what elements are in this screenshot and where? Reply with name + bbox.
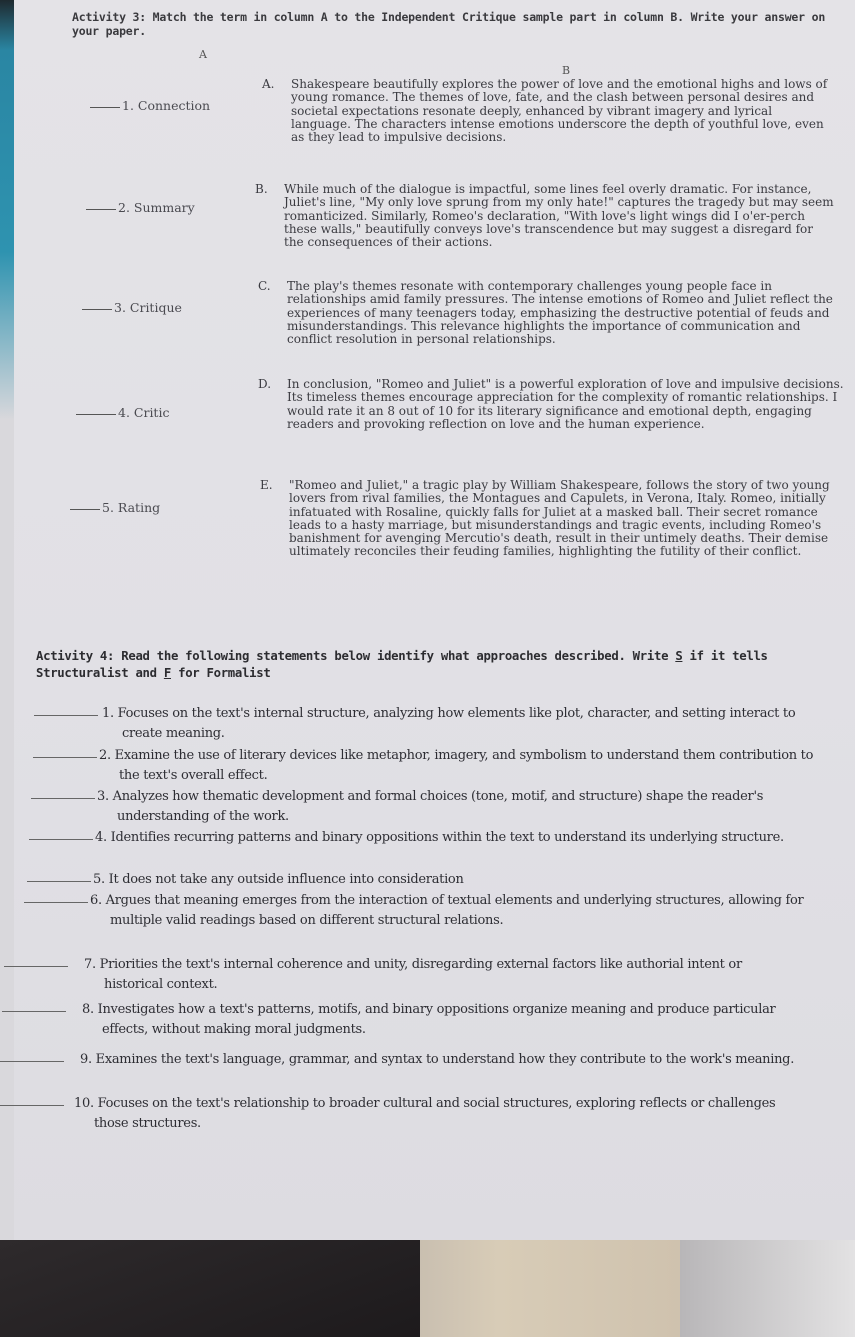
answer-blank[interactable] bbox=[33, 746, 97, 758]
statement-6: 6. Argues that meaning emerges from the interaction of textual elements and underlying structures, allowing for multiple valid readings based on different structural relations. bbox=[90, 891, 810, 931]
answer-blank[interactable] bbox=[82, 309, 112, 310]
statement-7: 7. Priorities the text's internal coherence and unity, disregarding external factors like authorial intent or historical context. bbox=[84, 955, 804, 995]
answer-blank[interactable] bbox=[86, 209, 116, 210]
answer-blank[interactable] bbox=[90, 107, 120, 108]
activity3-title: Activity 3: Match the term in column A to the Independent Critique sample part in column B. Write your answer on your paper. bbox=[72, 10, 826, 38]
column-a-header: A bbox=[199, 48, 207, 61]
answer-blank[interactable] bbox=[29, 828, 93, 840]
answer-blank[interactable] bbox=[0, 1094, 64, 1106]
answer-blank[interactable] bbox=[27, 870, 91, 882]
light-surface bbox=[680, 1240, 855, 1337]
term-critic: 4. Critic bbox=[76, 405, 169, 420]
critique-e: E. "Romeo and Juliet," a tragic play by William Shakespeare, follows the story of two young lovers from rival families, the Montagues and Capulets, in Verona, Italy. Romeo, initially infatuated with Rosaline, quickly falls for Juliet at a masked ball. Their secret romance leads to a hasty marriage, but misunderstandings and tragic events, including Romeo's banishment for avenging Mercutio's death, result in their untimely deaths. Their demise ultimately reconciles their feuding families, highlighting the futility of their conflict. bbox=[260, 478, 830, 559]
letter-f: F bbox=[163, 666, 171, 680]
statement-3: 3. Analyzes how thematic development and formal choices (tone, motif, and structure) shape the reader's understanding of the work. bbox=[97, 787, 817, 827]
term-connection: 1. Connection bbox=[90, 98, 210, 113]
desk-surface bbox=[0, 1240, 855, 1337]
letter-s: S bbox=[675, 649, 683, 663]
answer-blank[interactable] bbox=[24, 891, 88, 903]
statement-2: 2. Examine the use of literary devices like metaphor, imagery, and symbolism to understand them contribution to the text's overall effect. bbox=[99, 746, 819, 786]
statement-8: 8. Investigates how a text's patterns, motifs, and binary oppositions organize meaning and produce particular effects, without making moral judgments. bbox=[82, 1000, 802, 1040]
statement-10: 10. Focuses on the text's relationship to broader cultural and social structures, exploring reflects or challenges those structures. bbox=[74, 1094, 794, 1134]
term-rating: 5. Rating bbox=[70, 500, 160, 515]
critique-b: B. While much of the dialogue is impactful, some lines feel overly dramatic. For instance, Juliet's line, "My only love sprung from my only hate!" captures the tragedy but may seem romanticized. Similarly, Romeo's declaration, "With love's light wings did I o'er-perch these walls," beautifully conveys love's transcendence but may suggest a disregard for the consequences of their actions. bbox=[255, 182, 834, 250]
answer-blank[interactable] bbox=[31, 787, 95, 799]
statement-9: 9. Examines the text's language, grammar, and syntax to understand how they contribute to the work's meaning. bbox=[80, 1050, 800, 1070]
answer-blank[interactable] bbox=[70, 509, 100, 510]
critique-a: A. Shakespeare beautifully explores the power of love and the emotional highs and lows of young romance. The themes of love, fate, and the clash between personal desires and societal expectations resonate deeply, enhanced by vibrant imagery and lyrical language. The characters intense emotions underscore the depth of youthful love, even as they lead to impulsive decisions. bbox=[262, 77, 828, 145]
column-b-header: B bbox=[562, 64, 571, 77]
term-critique: 3. Critique bbox=[82, 300, 182, 315]
statement-1: 1. Focuses on the text's internal structure, analyzing how elements like plot, character, and setting interact to create meaning. bbox=[102, 704, 822, 744]
answer-blank[interactable] bbox=[34, 704, 98, 716]
critique-c: C. The play's themes resonate with contemporary challenges young people face in relationships amid family pressures. The intense emotions of Romeo and Juliet reflect the experiences of many teenagers today, emphasizing the destructive potential of feuds and misunderstandings. This relevance highlights the importance of communication and conflict resolution in personal relationships. bbox=[258, 279, 833, 347]
statement-5: 5. It does not take any outside influence into consideration bbox=[93, 870, 813, 890]
answer-blank[interactable] bbox=[2, 1000, 66, 1012]
term-summary: 2. Summary bbox=[86, 200, 195, 215]
statement-4: 4. Identifies recurring patterns and binary oppositions within the text to understand its underlying structure. bbox=[95, 828, 815, 848]
answer-blank[interactable] bbox=[0, 1050, 64, 1062]
answer-blank[interactable] bbox=[4, 955, 68, 967]
answer-blank[interactable] bbox=[76, 414, 116, 415]
dark-fabric bbox=[0, 1240, 420, 1337]
activity4-title: Activity 4: Read the following statements below identify what approaches described. Write S if it tells Structuralist and F for Formalist bbox=[36, 649, 768, 680]
wood-surface bbox=[420, 1240, 680, 1337]
critique-d: D. In conclusion, "Romeo and Juliet" is a powerful exploration of love and impulsive decisions. Its timeless themes encourage appreciation for the complexity of romantic relationships. I would rate it an 8 out of 10 for its literary significance and emotional depth, engaging readers and provoking reflection on love and the human experience. bbox=[258, 377, 844, 431]
